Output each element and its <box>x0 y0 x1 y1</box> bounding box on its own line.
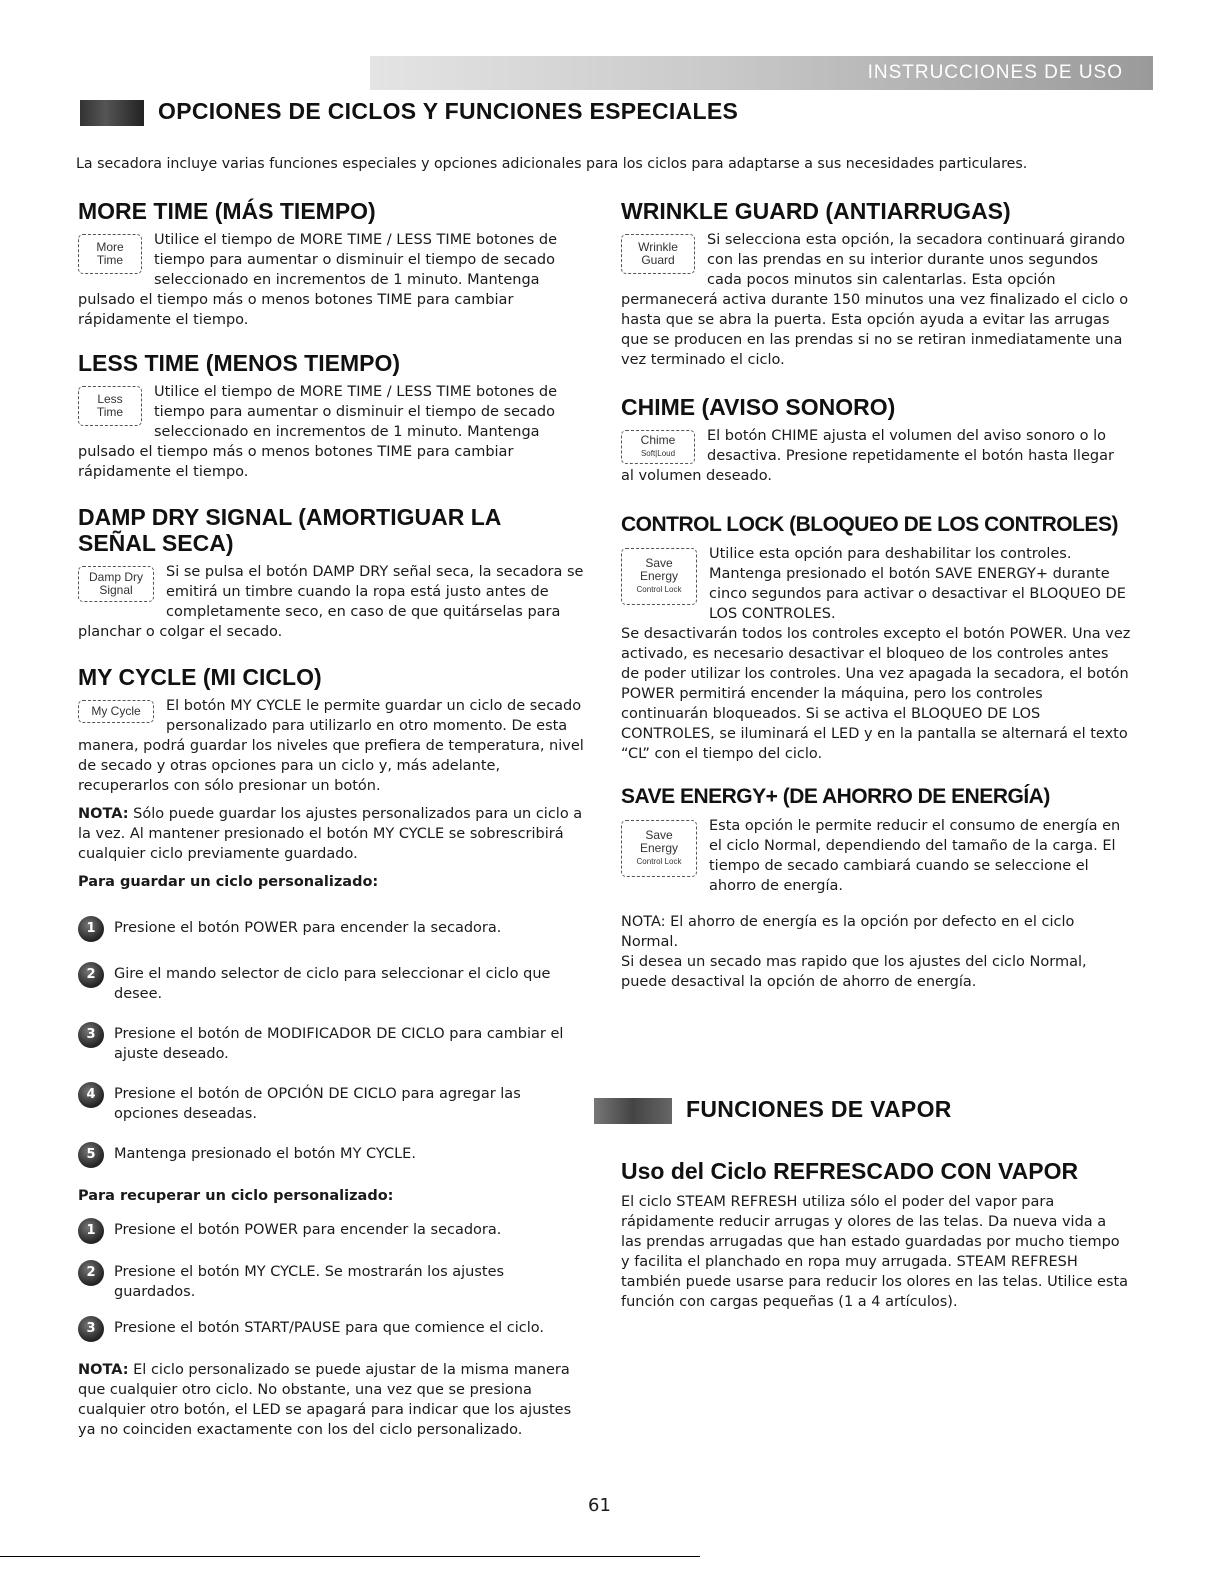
wrinkle-guard-button-icon: Wrinkle Guard <box>621 234 695 274</box>
step-number-icon: 3 <box>78 1316 104 1342</box>
damp-dry-title: DAMP DRY SIGNAL (AMORTIGUAR LA SEÑAL SECA) <box>78 504 501 556</box>
chime-button-icon: Chime Soft|Loud <box>621 430 695 464</box>
step-number-icon: 2 <box>78 962 104 988</box>
list-item: 3 Presione el botón START/PAUSE para que comience el ciclo. <box>78 1318 588 1344</box>
section-marker-icon <box>594 1098 672 1124</box>
section-marker-icon <box>80 100 144 126</box>
my-cycle-note2 <box>78 1360 588 1440</box>
chime-text: El botón CHIME ajusta el volumen del aviso sonoro o lo desactiva. Presione repetidamente el botón hasta llegar al volumen deseado. <box>621 428 1114 484</box>
save-energy-title: SAVE ENERGY+ (DE AHORRO DE ENERGÍA) <box>621 785 1050 808</box>
steam-section <box>621 1158 1131 1312</box>
control-lock-title: CONTROL LOCK (BLOQUEO DE LOS CONTROLES) <box>621 513 1118 536</box>
step-number-icon: 4 <box>78 1082 104 1108</box>
list-item: 1 Presione el botón POWER para encender la secadora. <box>78 1220 588 1246</box>
page-title-text: OPCIONES DE CICLOS Y FUNCIONES ESPECIALES <box>158 98 739 124</box>
note2-text: El ciclo personalizado se puede ajustar de la misma manera que cualquier otro ciclo. No obstante, una vez que se presiona cualquier otro botón, el LED se apagará para indicar que los ajustes ya no coinciden exactamente con los del ciclo personalizado. <box>78 1362 572 1438</box>
list-item: 3 Presione el botón de MODIFICADOR DE CICLO para cambiar el ajuste deseado. <box>78 1024 588 1064</box>
less-time-button-icon: Less Time <box>78 386 142 426</box>
save-steps-list <box>78 918 588 1170</box>
damp-dry-button-icon: Damp Dry Signal <box>78 566 154 602</box>
less-time-title: LESS TIME (MENOS TIEMPO) <box>78 350 401 376</box>
recall-cycle-title: Para recuperar un ciclo personalizado: <box>78 1188 394 1204</box>
steam-section-title: FUNCIONES DE VAPOR <box>594 1096 952 1124</box>
my-cycle-title: MY CYCLE (MI CICLO) <box>78 664 322 690</box>
list-item: 4 Presione el botón de OPCIÓN DE CICLO para agregar las opciones deseadas. <box>78 1084 588 1124</box>
left-column <box>78 198 588 1440</box>
save-cycle-title: Para guardar un ciclo personalizado: <box>78 874 379 890</box>
list-item: 1 Presione el botón POWER para encender la secadora. <box>78 918 588 944</box>
note-label: NOTA: <box>78 806 129 822</box>
save-energy-button-icon: Save Energy Control Lock <box>621 820 697 877</box>
right-column <box>621 198 1131 992</box>
note2-label: NOTA: <box>78 1362 129 1378</box>
more-time-button-icon: More Time <box>78 234 142 274</box>
divider <box>0 1556 700 1557</box>
save-energy-text: Esta opción le permite reducir el consumo de energía en el ciclo Normal, dependiendo del tamaño de la carga. El tiempo de secado cambiará cuando se seleccione el ahorro de energía. <box>709 818 1121 894</box>
control-lock-text2: Se desactivarán todos los controles excepto el botón POWER. Una vez activado, es necesario desactivar el bloqueo de los controles antes de poder utilizar los controles. Una vez apagada la secadora, el botón POWER permitirá encender la máquina, pero los controles continuarán bloqueados. Si se activa el BLOQUEO DE LOS CONTROLES, se iluminará el LED y en la pantalla se alternará el texto “CL” con el tiempo del ciclo. <box>621 626 1131 762</box>
steam-refresh-title: Uso del Ciclo REFRESCADO CON VAPOR <box>621 1158 1079 1184</box>
banner-text: INSTRUCCIONES DE USO <box>867 62 1123 83</box>
save-energy-note: NOTA: El ahorro de energía es la opción por defecto en el ciclo Normal. <box>621 914 1075 950</box>
damp-dry-text: Si se pulsa el botón DAMP DRY señal seca, la secadora se emitirá un timbre cuando la ropa está justo antes de completamente seco, en caso de que quitárselas para planchar o colgar el secado. <box>78 564 584 640</box>
page-number: 61 <box>588 1495 611 1516</box>
chime-title: CHIME (AVISO SONORO) <box>621 394 896 420</box>
page-title <box>80 98 738 126</box>
list-item: 2 Presione el botón MY CYCLE. Se mostrarán los ajustes guardados. <box>78 1262 588 1302</box>
control-lock-text: Utilice esta opción para deshabilitar los controles. Mantenga presionado el botón SAVE ENERGY+ durante cinco segundos para activar o desactivar el BLOQUEO DE LOS CONTROLES. <box>709 546 1126 622</box>
step-number-icon: 1 <box>78 916 104 942</box>
list-item: 2 Gire el mando selector de ciclo para seleccionar el ciclo que desee. <box>78 964 588 1004</box>
my-cycle-text: El botón MY CYCLE le permite guardar un ciclo de secado personalizado para utilizarlo en otro momento. De esta manera, podrá guardar los niveles que prefiera de temperatura, nivel de secado y otras opciones para un ciclo y, más adelante, recuperarlos con sólo presionar un botón. <box>78 698 584 794</box>
more-time-title: MORE TIME (MÁS TIEMPO) <box>78 198 376 224</box>
more-time-text: Utilice el tiempo de MORE TIME / LESS TIME botones de tiempo para aumentar o disminuir el tiempo de secado seleccionado en incrementos de 1 minuto. Mantenga pulsado el tiempo más o menos botones TIME para cambiar rápidamente el tiempo. <box>78 232 558 328</box>
step-number-icon: 2 <box>78 1260 104 1286</box>
wrinkle-guard-text: Si selecciona esta opción, la secadora continuará girando con las prendas en su interior durante unos segundos cada pocos minutos sin calentarlas. Esta opción permanecerá activa durante 150 minutos una vez finalizado el ciclo o hasta que se abra la puerta. Esta opción ayuda a evitar las arrugas que se producen en las prendas si no se retiran inmediatamente una vez terminado el ciclo. <box>621 232 1129 368</box>
recall-steps-list <box>78 1220 588 1344</box>
save-energy-note2: Si desea un secado mas rapido que los ajustes del ciclo Normal, puede desactival la opción de ahorro de energía. <box>621 954 1087 990</box>
intro-text: La secadora incluye varias funciones especiales y opciones adicionales para los ciclos para adaptarse a sus necesidades particulares. <box>76 156 1028 172</box>
less-time-text: Utilice el tiempo de MORE TIME / LESS TIME botones de tiempo para aumentar o disminuir el tiempo de secado seleccionado en incrementos de 1 minuto. Mantenga pulsado el tiempo más o menos botones TIME para cambiar rápidamente el tiempo. <box>78 384 558 480</box>
list-item: 5 Mantenga presionado el botón MY CYCLE. <box>78 1144 588 1170</box>
steam-refresh-text: El ciclo STEAM REFRESH utiliza sólo el poder del vapor para rápidamente reducir arrugas y olores de las telas. Da nueva vida a las prendas arrugadas que han estado guardadas por mucho tiempo y facilita el planchado en ropa muy arrugada. STEAM REFRESH también puede usarse para reducir los olores en las telas. Utilice esta función con cargas pequeñas (1 a 4 artículos). <box>621 1194 1129 1310</box>
header-banner <box>370 56 1153 90</box>
step-number-icon: 3 <box>78 1022 104 1048</box>
my-cycle-note <box>78 804 588 864</box>
step-number-icon: 5 <box>78 1142 104 1168</box>
step-number-icon: 1 <box>78 1218 104 1244</box>
my-cycle-button-icon: My Cycle <box>78 700 154 723</box>
wrinkle-guard-title: WRINKLE GUARD (ANTIARRUGAS) <box>621 198 1011 224</box>
save-energy-button-icon: Save Energy Control Lock <box>621 548 697 605</box>
note-text: Sólo puede guardar los ajustes personalizados para un ciclo a la vez. Al mantener presionado el botón MY CYCLE se sobrescribirá cualquier ciclo previamente guardado. <box>78 806 583 862</box>
